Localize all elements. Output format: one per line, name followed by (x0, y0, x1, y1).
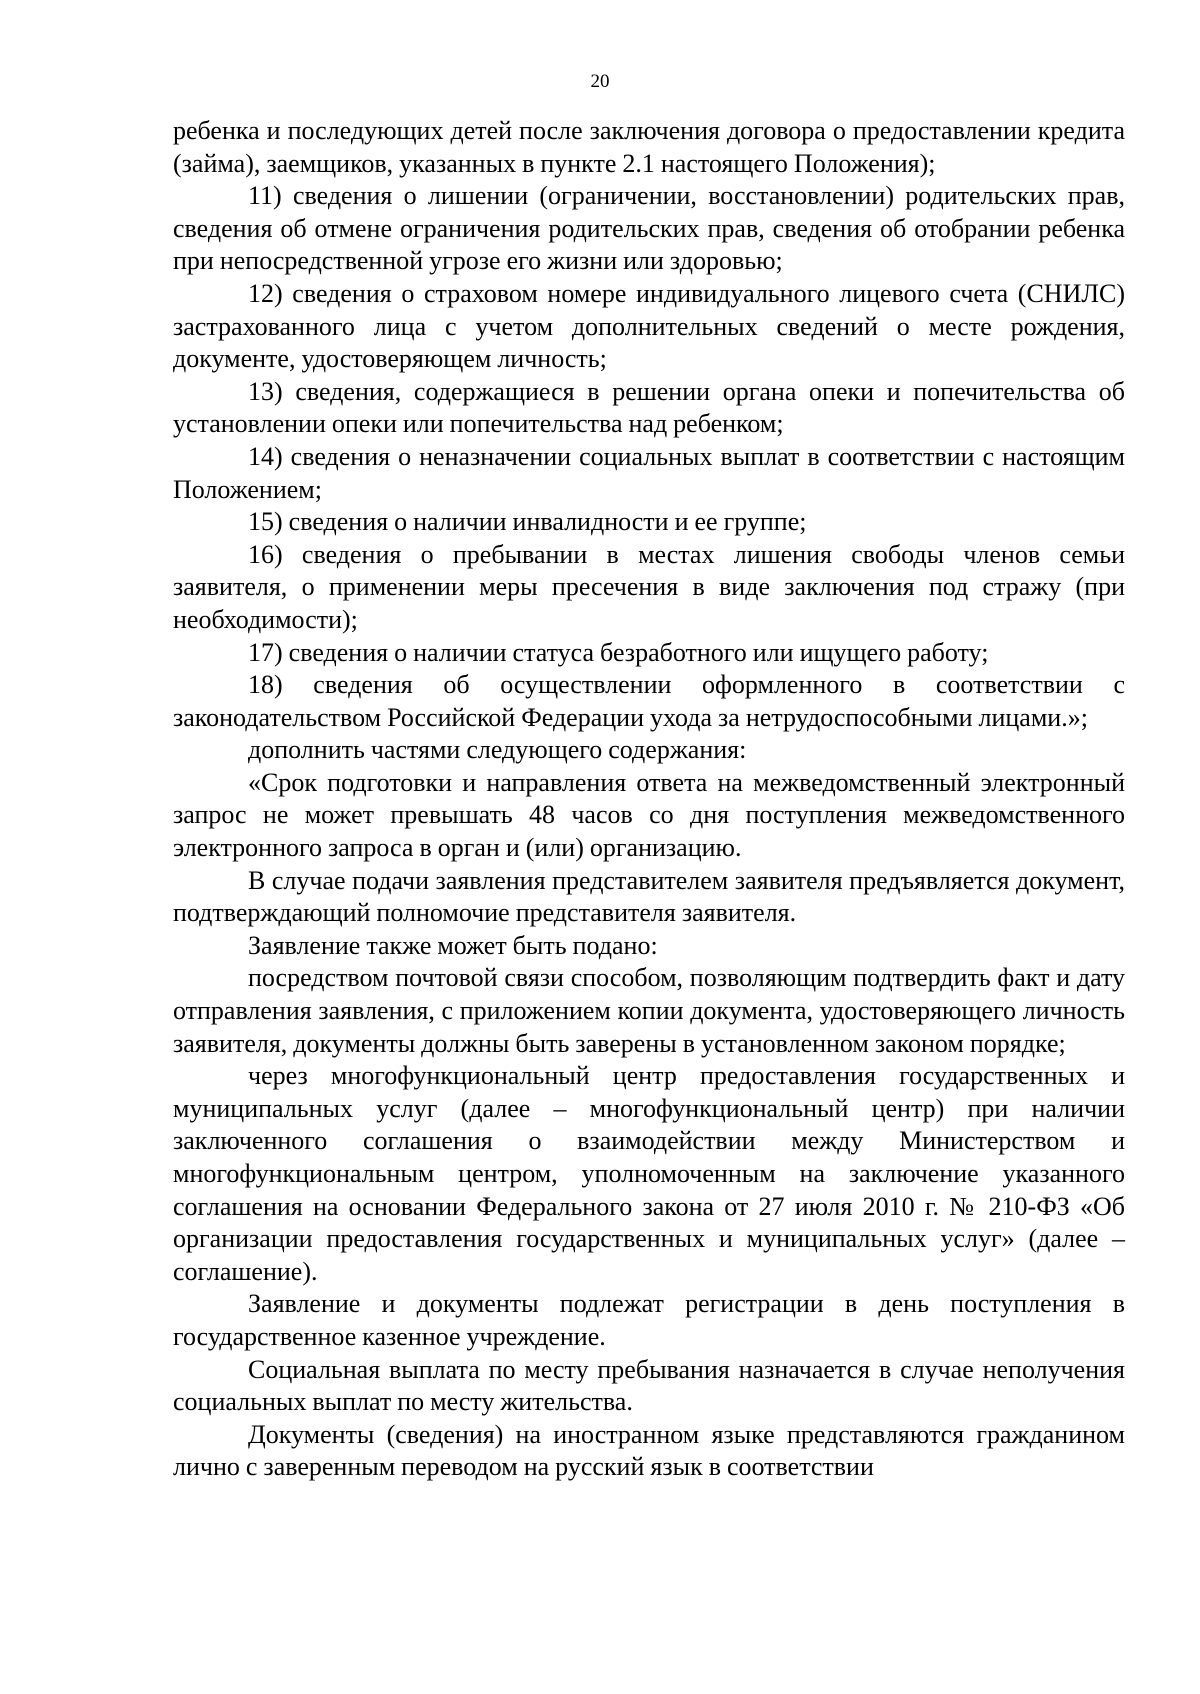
paragraph-item-15: 15) сведения о наличии инвалидности и ее группе; (248, 507, 807, 537)
paragraph-postal-submission: посредством почтовой связи способом, позволяющим подтвердить факт и дату отправления заявления, с приложением копии документа, удостоверяющего личность заявителя, документы должны быть заверены в установленном законом порядке; (173, 963, 1125, 1058)
paragraph-submission-intro: Заявление также может быть подано: (248, 930, 658, 960)
paragraph-foreign-documents: Документы (сведения) на иностранном языке представляются гражданином лично с заверенным переводом на русский язык в соответствии (173, 1419, 1125, 1482)
paragraph-continuation: ребенка и последующих детей после заключения договора о предоставлении кредита (займа), заемщиков, указанных в пункте 2.1 настоящего Положения); (173, 116, 1125, 178)
document-body (173, 115, 1125, 1484)
paragraph-item-17: 17) сведения о наличии статуса безработного или ищущего работу; (248, 637, 989, 667)
paragraph-item-16: 16) сведения о пребывании в местах лишения свободы членов семьи заявителя, о применении меры пресечения в виде заключения под стражу (при необходимости); (173, 539, 1125, 634)
paragraph-response-deadline: «Срок подготовки и направления ответа на межведомственный электронный запрос не может превышать 48 часов со дня поступления межведомственного электронного запроса в орган и (или) организацию. (173, 767, 1125, 863)
paragraph-amendment-intro: дополнить частями следующего содержания: (248, 735, 747, 765)
paragraph-representative: В случае подачи заявления представителем заявителя предъявляется документ, подтверждающий полномочие представителя заявителя. (173, 865, 1125, 928)
paragraph-item-18: 18) сведения об осуществлении оформленного в соответствии с законодательством Российской Федерации ухода за нетрудоспособными лицами.»; (173, 670, 1125, 732)
paragraph-item-11: 11) сведения о лишении (ограничении, восстановлении) родительских прав, сведения об отмене ограничения родительских прав, сведения об отобрании ребенка при непосредственной угрозе его жизни или здоровью; (173, 181, 1125, 276)
paragraph-registration: Заявление и документы подлежат регистрации в день поступления в государственное казенное учреждение. (173, 1289, 1125, 1351)
page-number: 20 (590, 71, 610, 92)
paragraph-mfc-submission: через многофункциональный центр предоставления государственных и муниципальных услуг (далее – многофункциональный центр) при наличии заключенного соглашения о взаимодействии между Министерством и многофункциональным центром, уполномоченным на заключение указанного соглашения на основании Федерального закона от 27 июля 2010 г. № 210-ФЗ «Об организации предоставления государственных и муниципальных услуг» (далее – соглашение). (173, 1061, 1125, 1286)
paragraph-item-14: 14) сведения о неназначении социальных выплат в соответствии с настоящим Положением; (173, 441, 1125, 504)
paragraph-item-13: 13) сведения, содержащиеся в решении органа опеки и попечительства об установлении опеки или попечительства над ребенком; (173, 376, 1125, 439)
paragraph-item-12: 12) сведения о страховом номере индивидуального лицевого счета (СНИЛС) застрахованного лица с учетом дополнительных сведений о месте рождения, документе, удостоверяющем личность; (173, 278, 1125, 374)
paragraph-stay-payment: Социальная выплата по месту пребывания назначается в случае неполучения социальных выплат по месту жительства. (173, 1354, 1125, 1417)
